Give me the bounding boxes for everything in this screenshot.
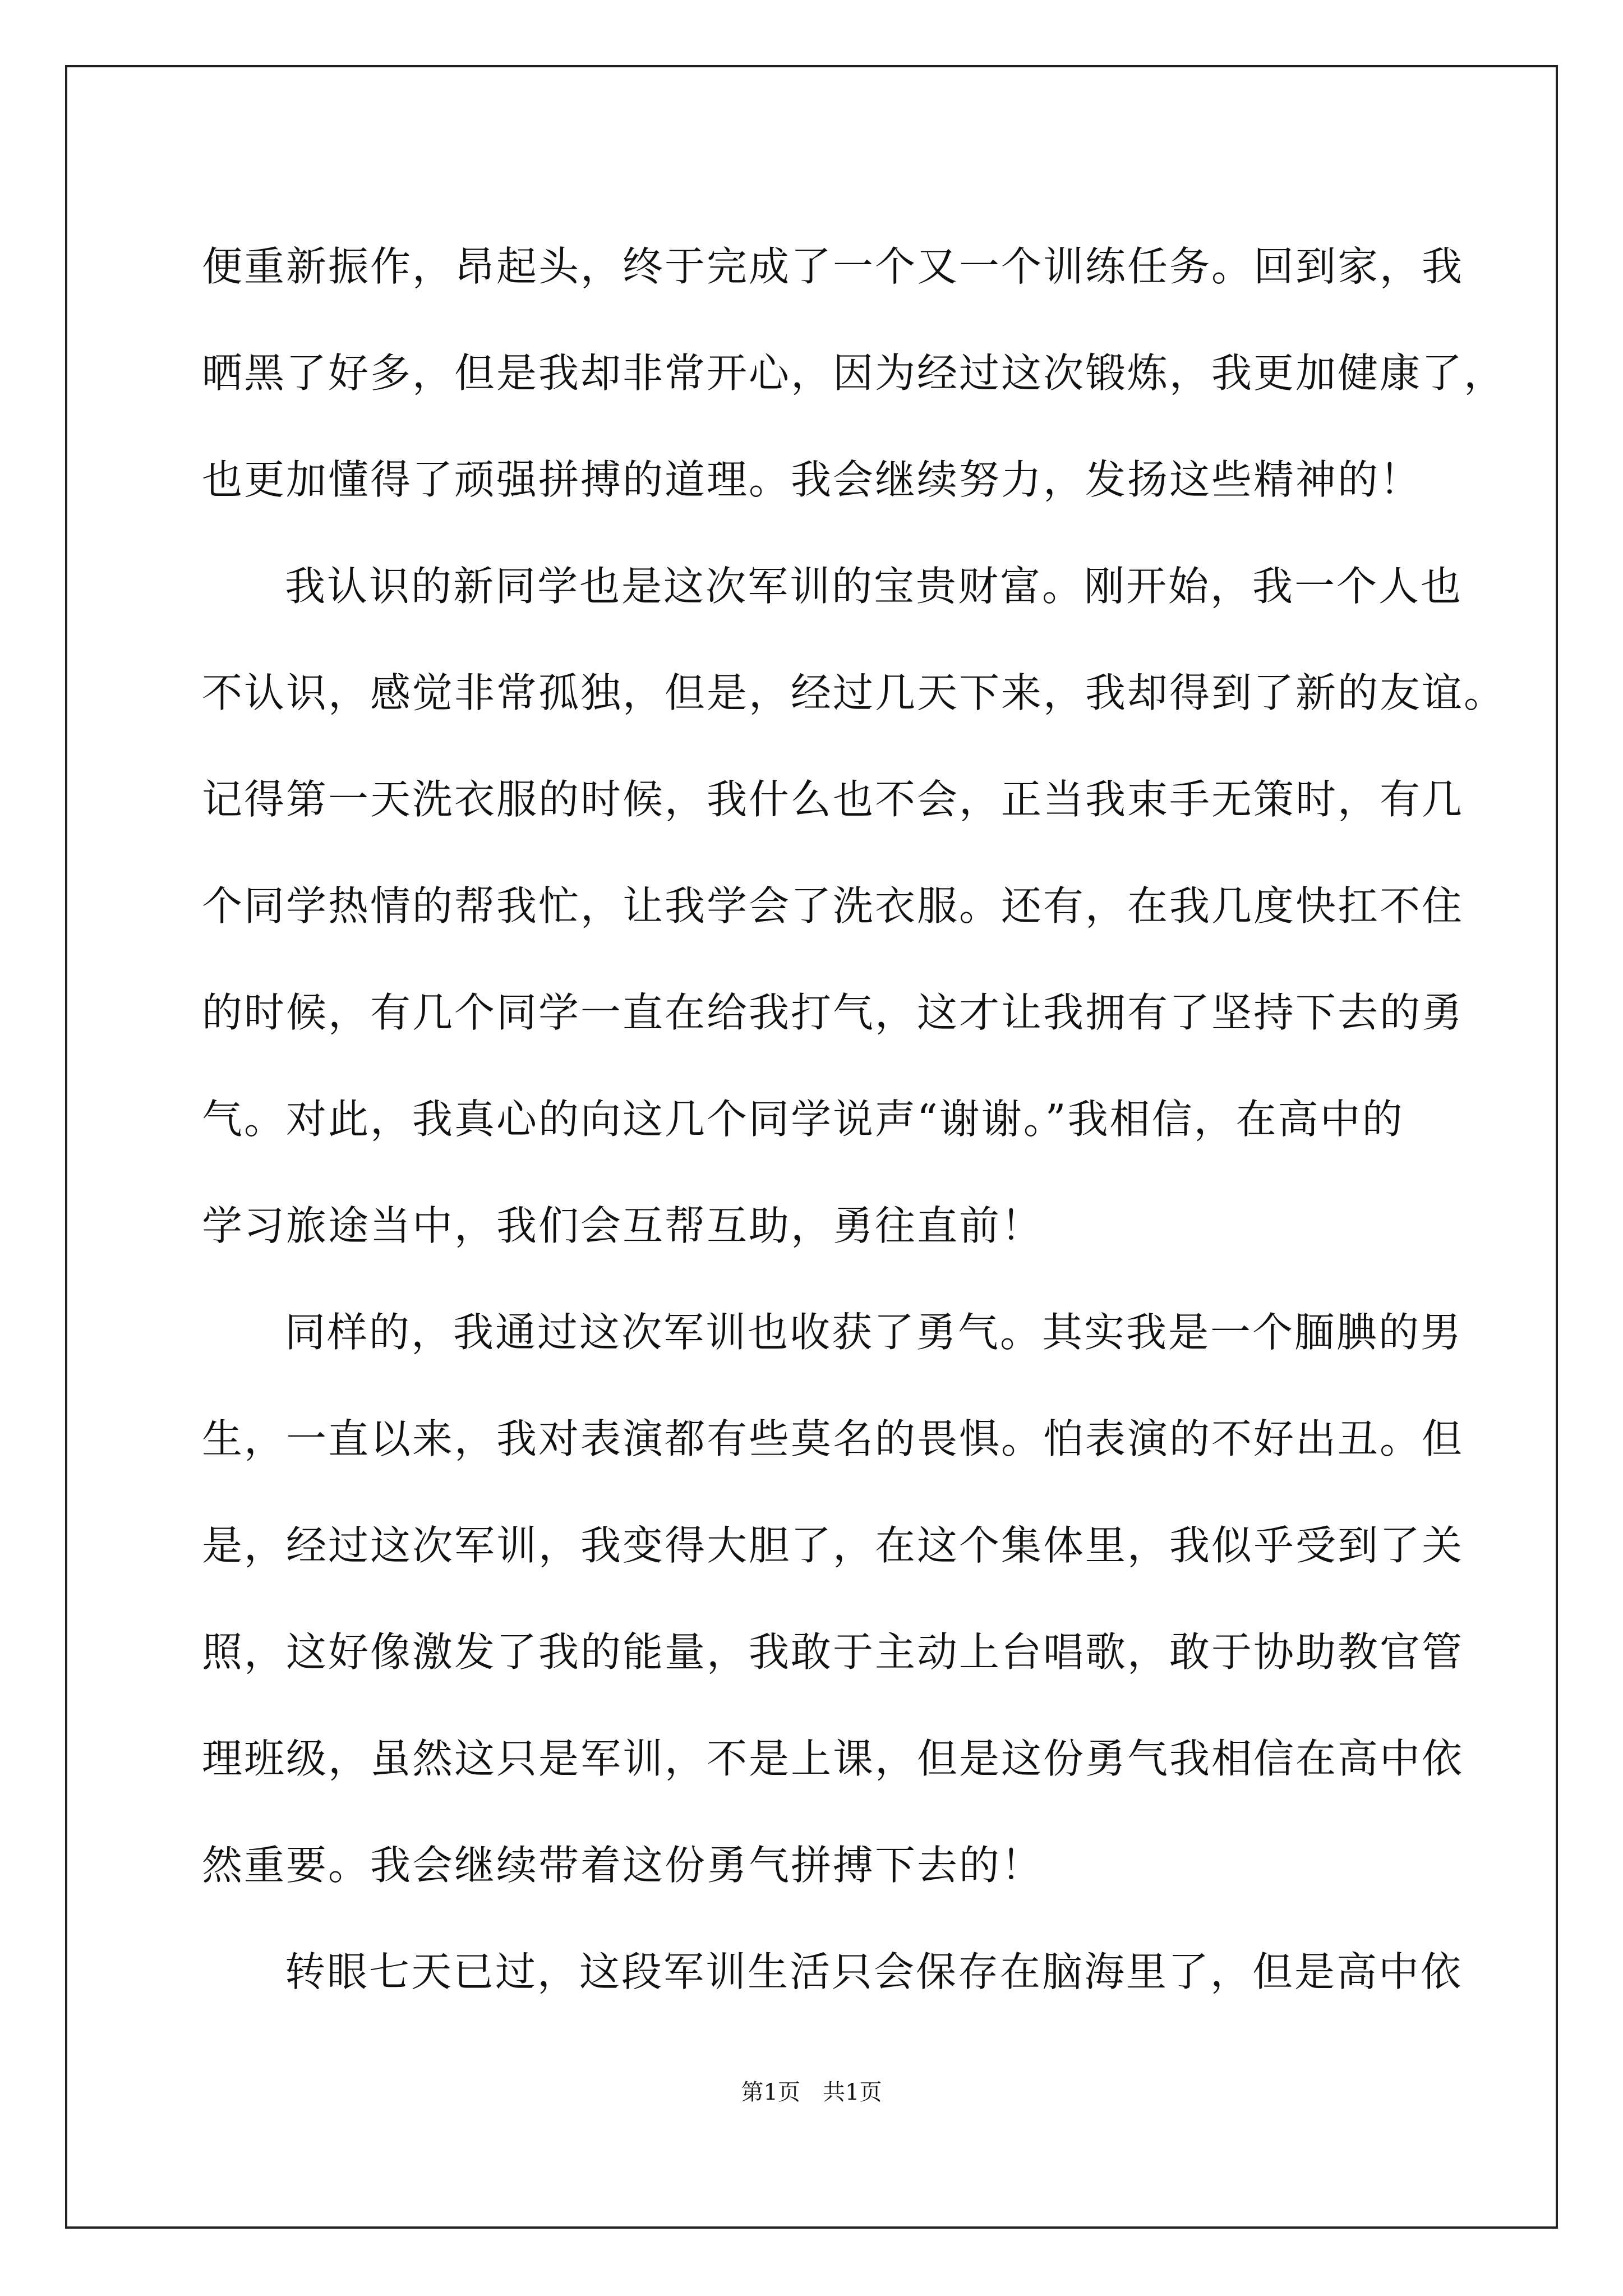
- text-line: 记得第一天洗衣服的时候，我什么也不会，正当我束手无策时，有几: [202, 776, 1464, 823]
- text-line: 的时候，有几个同学一直在给我打气，这才让我拥有了坚持下去的勇: [202, 989, 1464, 1036]
- text-line: 照，这好像激发了我的能量，我敢于主动上台唱歌，敢于协助教官管: [202, 1628, 1464, 1676]
- text-line: 是，经过这次军训，我变得大胆了，在这个集体里，我似乎受到了关: [202, 1522, 1464, 1569]
- text-line: 生，一直以来，我对表演都有些莫名的畏惧。怕表演的不好出丑。但: [202, 1415, 1464, 1462]
- text-line: 然重要。我会继续带着这份勇气拼搏下去的！: [202, 1842, 1044, 1889]
- text-line: 个同学热情的帮我忙，让我学会了洗衣服。还有，在我几度快扛不住: [202, 882, 1464, 930]
- text-line: 也更加懂得了顽强拼搏的道理。我会继续努力，发扬这些精神的！: [202, 456, 1422, 503]
- paragraph-start-line: 同样的，我通过这次军训也收获了勇气。其实我是一个腼腆的男: [285, 1309, 1463, 1356]
- page-footer: 第1页 共1页: [741, 2079, 882, 2105]
- text-line: 气。对此，我真心的向这几个同学说声“谢谢。”我相信，在高中的: [202, 1096, 1404, 1143]
- text-line: 不认识，感觉非常孤独，但是，经过几天下来，我却得到了新的友谊。: [202, 669, 1506, 716]
- text-line: 学习旅途当中，我们会互帮互助，勇往直前！: [202, 1202, 1044, 1249]
- text-line: 晒黑了好多，但是我却非常开心，因为经过这次锻炼，我更加健康了，: [202, 349, 1506, 397]
- paragraph-start-line: 我认识的新同学也是这次军训的宝贵财富。刚开始，我一个人也: [285, 563, 1463, 610]
- text-line: 理班级，虽然这只是军训，不是上课，但是这份勇气我相信在高中依: [202, 1735, 1464, 1782]
- paragraph-start-line: 转眼七天已过，这段军训生活只会保存在脑海里了，但是高中依: [285, 1948, 1463, 1995]
- document-body: [202, 213, 1506, 2025]
- text-line: 便重新振作，昂起头，终于完成了一个又一个训练任务。回到家，我: [202, 243, 1464, 290]
